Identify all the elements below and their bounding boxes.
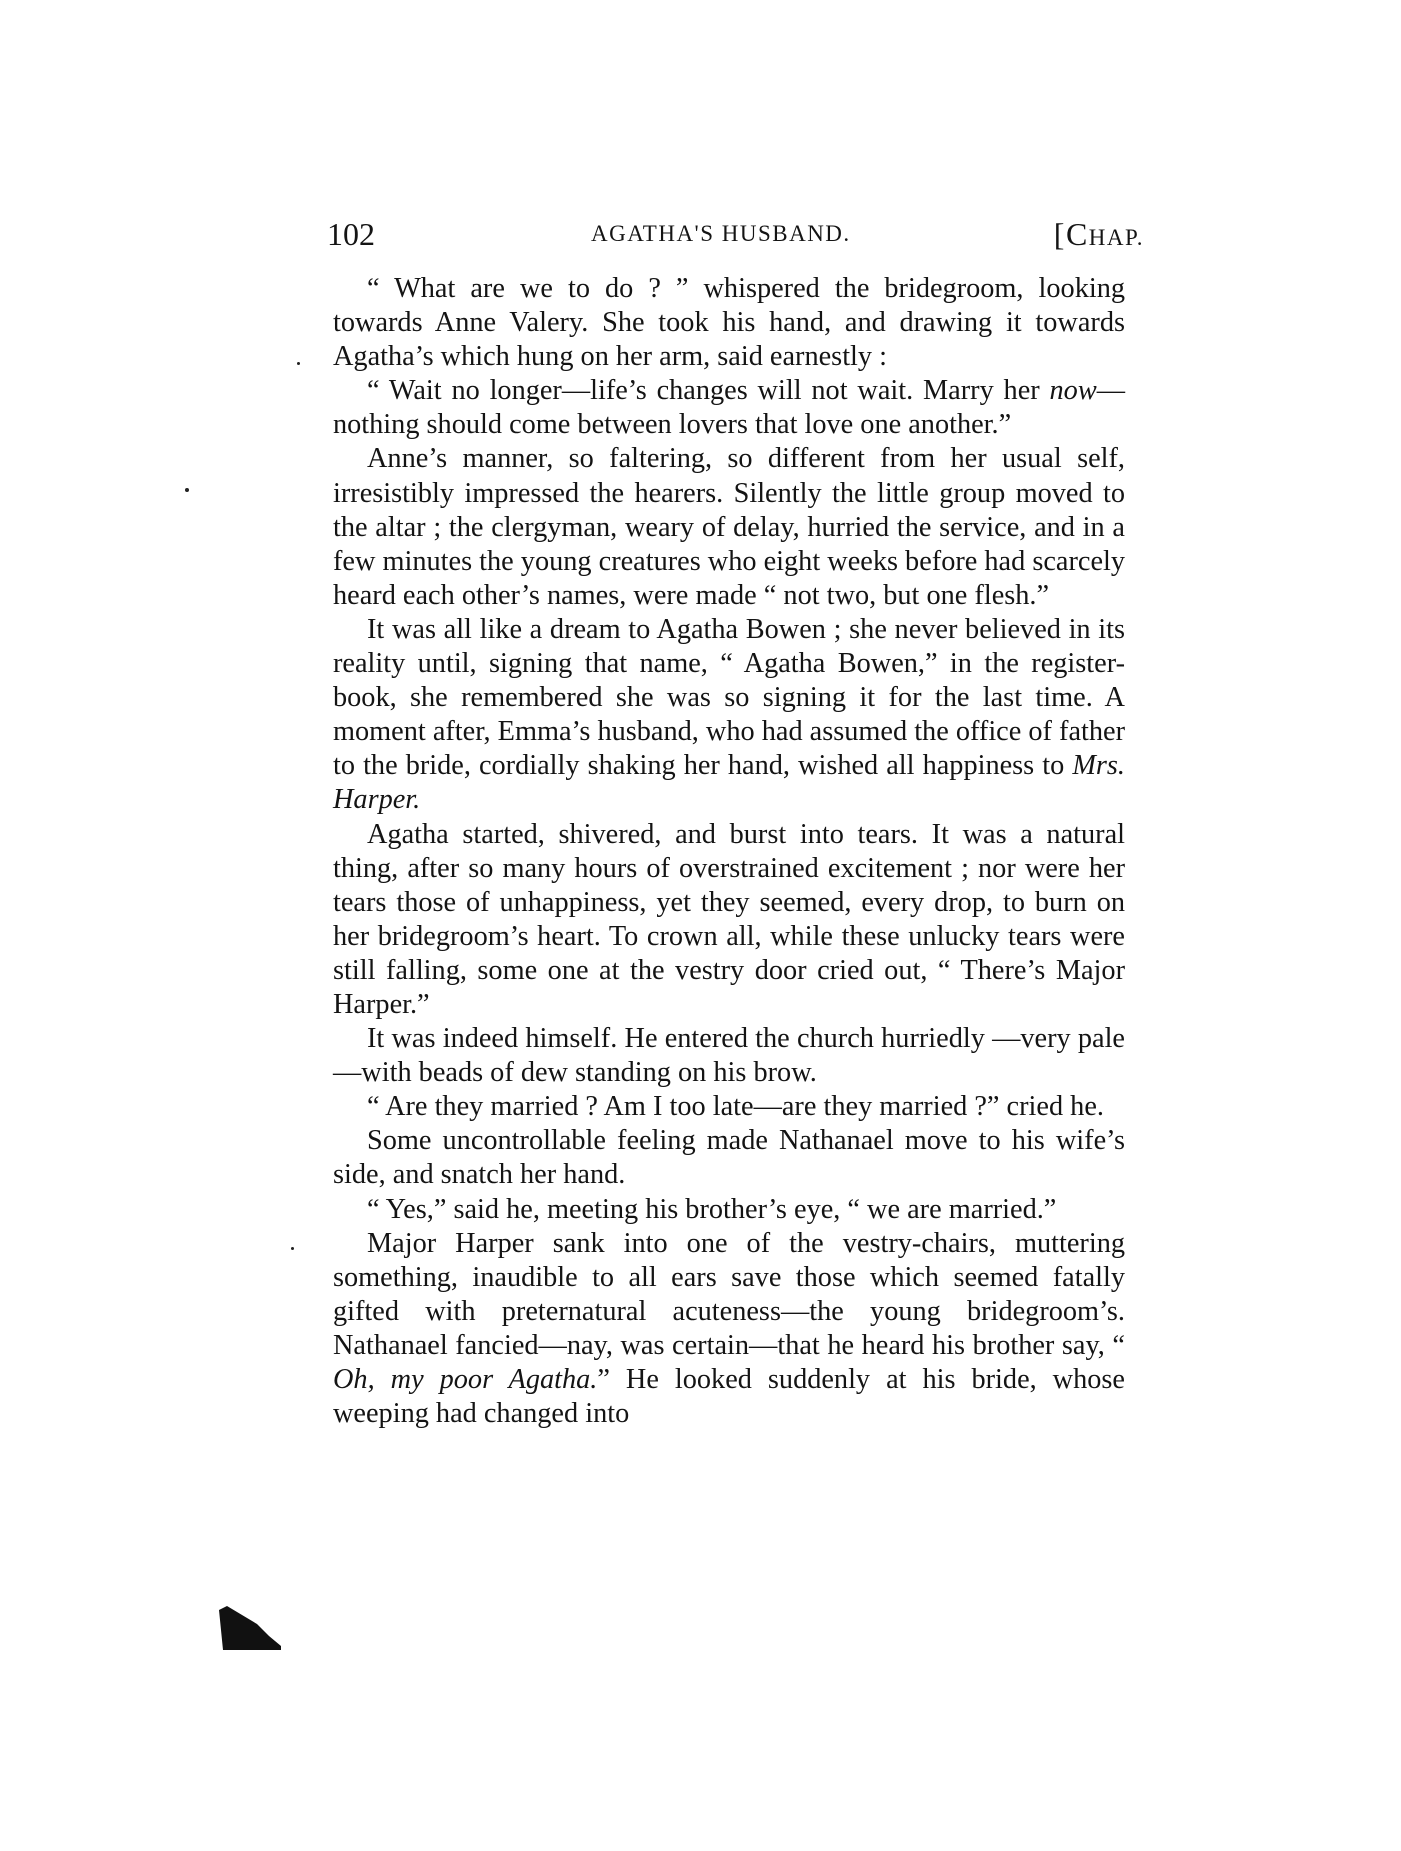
paragraph: Major Harper sank into one of the vestry-chairs, muttering something, inaudible to all ears save those which seemed fatally gifted with preternatural acuteness—the young bridegroom’s. Nathanael fancied—nay, was certain—that he heard his brother say, “ Oh, my poor Agatha.” He looked suddenly at his bride, whose weeping had changed into <box>333 1227 1125 1430</box>
page-number: 102 <box>327 216 375 252</box>
scan-speck <box>297 362 300 365</box>
paragraph: It was indeed himself. He entered the church hurriedly —very pale—with beads of dew standing on his brow. <box>333 1023 1125 1089</box>
body-text <box>333 272 1125 1431</box>
paragraph: Anne’s manner, so faltering, so different from her usual self, irresistibly impressed the hearers. Silently the little group moved to the altar ; the clergyman, weary of delay, hurried the service, and in a few minutes the young creatures who eight weeks before had scarcely heard each other’s names, were made “ not two, but one flesh.” <box>333 443 1126 611</box>
scan-speck <box>185 488 189 492</box>
paragraph: “ Yes,” said he, meeting his brother’s eye, “ we are married.” <box>367 1193 1057 1225</box>
chapter-abbrev: [CHAP. <box>1053 216 1144 252</box>
running-head <box>327 212 1144 256</box>
paragraph: “ Wait no longer—life’s changes will not wait. Marry her now—nothing should come between lovers that love one another.” <box>333 375 1125 441</box>
paragraph: “ What are we to do ? ” whispered the bridegroom, looking towards Anne Valery. She took his hand, and drawing it towards Agatha’s which hung on her arm, said earnestly : <box>333 273 1125 373</box>
paragraph: “ Are they married ? Am I too late—are they married ?” cried he. <box>367 1091 1104 1123</box>
paragraph: Some uncontrollable feeling made Nathanael move to his wife’s side, and snatch her hand. <box>333 1125 1125 1191</box>
paragraph: It was all like a dream to Agatha Bowen ; she never believed in its reality until, signing that name, “ Agatha Bowen,” in the register-book, she remembered she was so signing it for the last time. A moment after, Emma’s husband, who had assumed the office of father to the bride, cordially shaking her hand, wished all happiness to Mrs. Harper. <box>333 613 1125 816</box>
paragraph: Agatha started, shivered, and burst into tears. It was a natural thing, after so many hours of overstrained excitement ; nor were her tears those of unhappiness, yet they seemed, every drop, to burn on her bridegroom’s heart. To crown all, while these unlucky tears were still falling, some one at the vestry door cried out, “ There’s Major Harper.” <box>333 818 1125 1020</box>
scan-speck <box>291 1247 294 1250</box>
running-title: AGATHA'S HUSBAND. <box>591 221 851 246</box>
page-corner-shadow <box>217 1606 283 1650</box>
